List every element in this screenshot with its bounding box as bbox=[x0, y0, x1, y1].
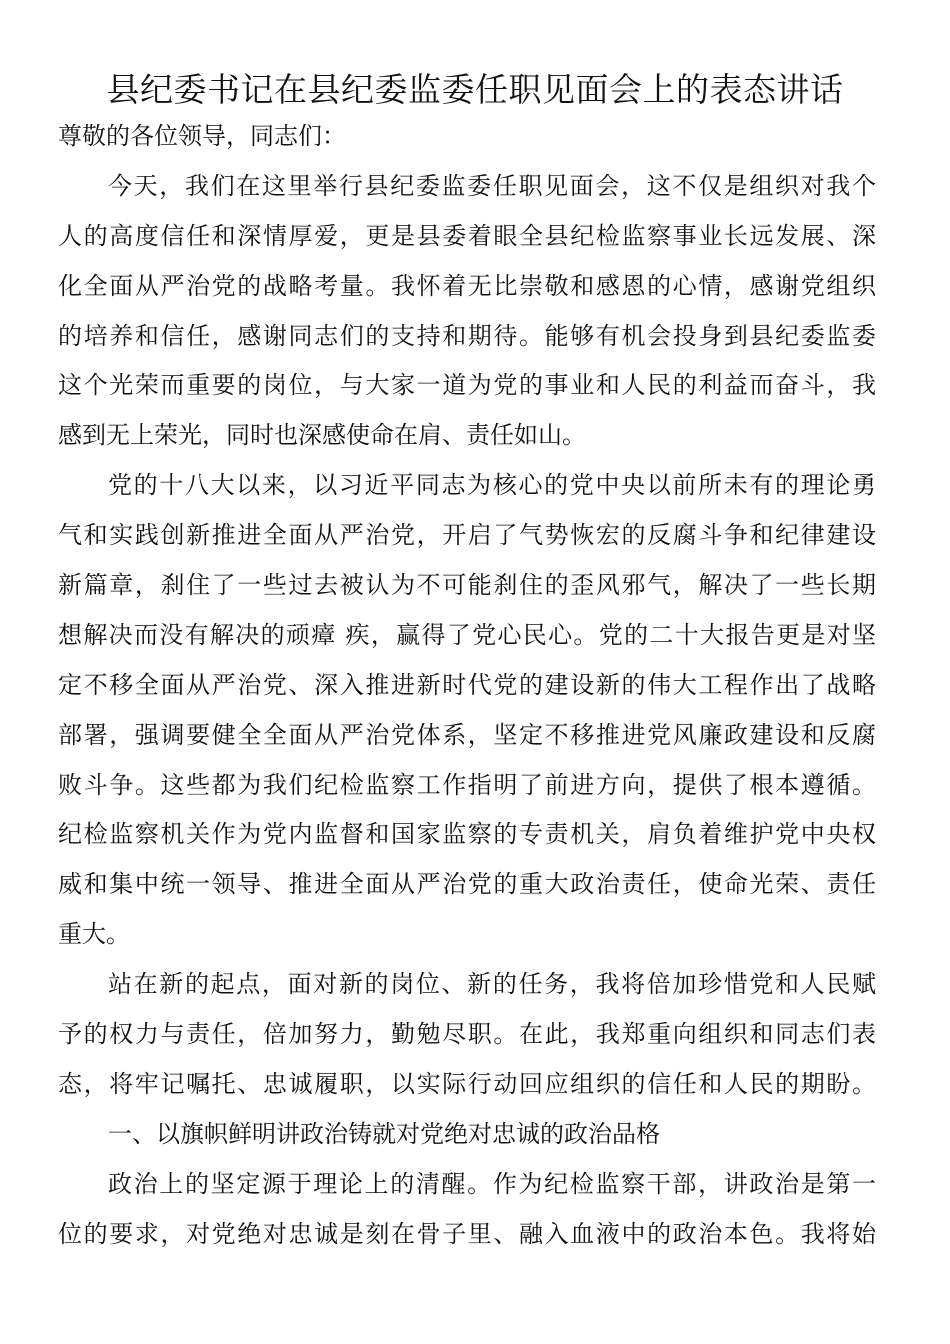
text-line: 的培养和信任，感谢同志们的支持和期待。能够有机会投身到县纪委监委 bbox=[58, 321, 876, 350]
text-line: 想解决而没有解决的顽瘴 疾，赢得了党心民心。党的二十大报告更是对坚 bbox=[58, 620, 876, 649]
text-line: 态，将牢记嘱托、忠诚履职，以实际行动回应组织的信任和人民的期盼。 bbox=[58, 1069, 876, 1098]
paragraph-4 bbox=[58, 1160, 876, 1260]
text-line: 定不移全面从严治党、深入推进新时代党的建设新的伟大工程作出了战略 bbox=[58, 670, 876, 699]
text-line: 予的权力与责任，倍加努力，勤勉尽职。在此，我郑重向组织和同志们表 bbox=[58, 1020, 876, 1049]
text-line: 人的高度信任和深情厚爱，更是县委着眼全县纪检监察事业长远发展、深 bbox=[58, 221, 876, 250]
paragraph-3 bbox=[58, 960, 876, 1110]
text-line: 站在新的起点，面对新的岗位、新的任务，我将倍加珍惜党和人民赋 bbox=[108, 970, 876, 999]
text-line: 威和集中统一领导、推进全面从严治党的重大政治责任，使命光荣、责任 bbox=[58, 870, 876, 899]
text-line: 部署，强调要健全全面从严治党体系，坚定不移推进党风廉政建设和反腐 bbox=[58, 720, 876, 749]
text-line: 这个光荣而重要的岗位，与大家一道为党的事业和人民的利益而奋斗，我 bbox=[58, 371, 876, 400]
text-line: 化全面从严治党的战略考量。我怀着无比崇敬和感恩的心情，感谢党组织 bbox=[58, 271, 876, 300]
text-line: 新篇章，刹住了一些过去被认为不可能刹住的歪风邪气，解决了一些长期 bbox=[58, 571, 876, 600]
document-title: 县纪委书记在县纪委监委任职见面会上的表态讲话 bbox=[106, 70, 844, 109]
text-line: 败斗争。这些都为我们纪检监察工作指明了前进方向，提供了根本遵循。 bbox=[58, 770, 876, 799]
greeting: 尊敬的各位领导，同志们： bbox=[58, 122, 346, 150]
text-line: 党的十八大以来，以习近平同志为核心的党中央以前所未有的理论勇 bbox=[108, 471, 876, 500]
text-line: 政治上的坚定源于理论上的清醒。作为纪检监察干部，讲政治是第一 bbox=[108, 1169, 876, 1198]
paragraph-1 bbox=[58, 162, 876, 461]
text-line: 重大。 bbox=[58, 920, 130, 949]
text-line: 位的要求，对党绝对忠诚是刻在骨子里、融入血液中的政治本色。我将始 bbox=[58, 1219, 876, 1248]
paragraph-2 bbox=[58, 461, 876, 960]
document-body bbox=[58, 112, 876, 1259]
text-line: 感到无上荣光，同时也深感使命在肩、责任如山。 bbox=[58, 421, 586, 450]
text-line: 今天，我们在这里举行县纪委监委任职见面会，这不仅是组织对我个 bbox=[108, 171, 876, 200]
text-line: 纪检监察机关作为党内监督和国家监察的专责机关，肩负着维护党中央权 bbox=[58, 820, 876, 849]
text-line: 气和实践创新推进全面从严治党，开启了气势恢宏的反腐斗争和纪律建设 bbox=[58, 521, 876, 550]
section-heading: 一、以旗帜鲜明讲政治铸就对党绝对忠诚的政治品格 bbox=[108, 1119, 660, 1148]
